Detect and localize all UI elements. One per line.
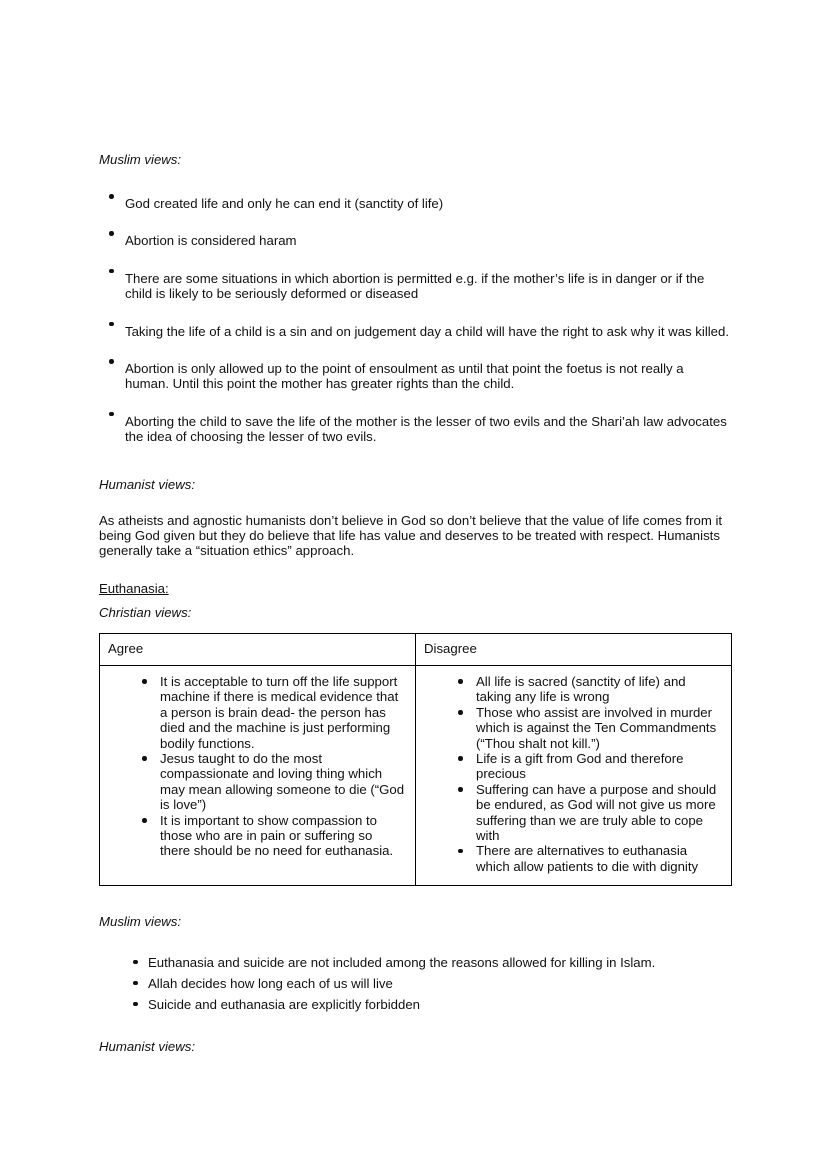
list-item — [99, 196, 730, 211]
bullet-point-icon — [133, 981, 138, 986]
euthanasia-humanist-views-heading: Humanist views: — [99, 1038, 196, 1054]
bullet-point-icon — [109, 194, 114, 199]
list-item-text: Euthanasia and suicide are not included among the reasons allowed for killing in Islam. — [148, 954, 656, 970]
list-item-text: Aborting the child to save the life of the mother is the lesser of two evils and the Shari’ah law advocates the idea of choosing the lesser of two evils. — [125, 413, 727, 445]
euthanasia-muslim-bullet-list — [99, 952, 730, 1015]
table-header-cell-agree — [100, 633, 416, 665]
bullet-point-icon — [109, 359, 114, 364]
euthanasia-christian-views-heading: Christian views: — [99, 604, 192, 620]
euthanasia-humanist-views-heading-wrap — [99, 1039, 730, 1055]
bullet-point-icon — [109, 322, 114, 327]
list-item-text: God created life and only he can end it (sanctity of life) — [125, 196, 444, 211]
spacer — [99, 886, 730, 914]
list-item — [99, 973, 730, 994]
bullet-point-icon — [142, 679, 147, 684]
list-item-text: All life is sacred (sanctity of life) and taking any life is wrong — [476, 673, 686, 705]
list-item-text: Suffering can have a purpose and should be endured, as God will not give us more suffering than we are truly able to cope with — [476, 781, 717, 843]
bullet-point-icon — [109, 269, 114, 274]
bullet-point-icon — [458, 787, 463, 792]
bullet-point-icon — [142, 818, 147, 823]
euthanasia-title-wrap — [99, 581, 730, 597]
euthanasia-section-title: Euthanasia: — [99, 580, 169, 596]
table-cell-agree — [100, 665, 416, 885]
spacer — [99, 559, 730, 581]
bullet-point-icon — [142, 756, 147, 761]
list-item — [99, 414, 730, 445]
list-item-text: It is important to show compassion to those who are in pain or suffering so there should be no need for euthanasia. — [160, 812, 394, 859]
list-item — [100, 813, 409, 859]
list-item-text: Allah decides how long each of us will live — [148, 975, 393, 991]
agree-bullet-list — [100, 674, 409, 859]
column-header-disagree: Disagree — [424, 640, 477, 656]
list-item-text: There are alternatives to euthanasia which allow patients to die with dignity — [476, 843, 699, 874]
abortion-muslim-views-heading: Muslim views: — [99, 152, 182, 167]
table-row — [100, 665, 732, 885]
spacer — [99, 930, 730, 952]
bullet-point-icon — [458, 756, 463, 761]
list-item — [100, 751, 409, 813]
list-item-text: Abortion is considered haram — [125, 233, 297, 249]
bullet-point-icon — [458, 679, 463, 684]
column-header-agree: Agree — [108, 640, 144, 656]
spacer — [99, 467, 730, 477]
list-item — [99, 361, 730, 392]
spacer — [99, 1015, 730, 1039]
abortion-humanist-views-heading-wrap — [99, 477, 730, 493]
abortion-muslim-views-heading-wrap — [99, 152, 730, 168]
christian-views-table — [99, 633, 732, 886]
bullet-point-icon — [458, 710, 463, 715]
list-item-text: Taking the life of a child is a sin and on judgement day a child will have the right to ask why it was killed. — [125, 323, 730, 339]
list-item-text: Those who assist are involved in murder which is against the Ten Commandments (“Thou shalt not kill.”) — [476, 704, 717, 751]
spacer — [99, 621, 730, 633]
bullet-point-icon — [133, 1002, 138, 1007]
table-cell-disagree — [416, 665, 732, 885]
list-item — [99, 952, 730, 973]
list-item-text: Suicide and euthanasia are explicitly forbidden — [148, 996, 420, 1012]
list-item — [99, 324, 730, 339]
document-body — [99, 152, 730, 1055]
spacer — [100, 859, 409, 875]
list-item — [416, 843, 725, 874]
euthanasia-christian-views-heading-wrap — [99, 605, 730, 621]
list-item — [416, 751, 725, 782]
abortion-humanist-paragraph: As atheists and agnostic humanists don’t believe in God so don’t believe that the value of life comes from it being God given but they do believe that life has value and deserves to be treated with respect. Humanists generally take a “situation ethics” approach. — [99, 512, 723, 559]
abortion-muslim-bullet-list — [99, 196, 730, 445]
spacer — [99, 168, 730, 196]
disagree-bullet-list — [416, 674, 725, 874]
euthanasia-muslim-views-heading: Muslim views: — [99, 913, 182, 929]
bullet-point-icon — [133, 960, 138, 965]
list-item — [416, 674, 725, 705]
list-item — [99, 994, 730, 1015]
spacer — [99, 597, 730, 605]
bullet-point-icon — [109, 412, 114, 417]
table-header-row — [100, 633, 732, 665]
list-item-text: Jesus taught to do the most compassionate and loving thing which may mean allowing someone to die (“God is love”) — [160, 750, 405, 813]
agree-cell-body — [100, 666, 415, 885]
list-item — [416, 782, 725, 844]
list-item — [99, 271, 730, 302]
bullet-point-icon — [458, 849, 463, 854]
list-item-text: It is acceptable to turn off the life support machine if there is medical evidence that a person is brain dead- the person has died and the machine is just performing bodily functions. — [160, 673, 399, 751]
list-item-text: Abortion is only allowed up to the point of ensoulment as until that point the foetus is not really a human. Until this point the mother has greater rights than the child. — [125, 361, 684, 392]
spacer — [99, 493, 730, 513]
list-item — [99, 233, 730, 248]
list-item — [416, 705, 725, 751]
euthanasia-muslim-views-heading-wrap — [99, 914, 730, 930]
list-item — [100, 674, 409, 751]
bullet-point-icon — [109, 231, 114, 236]
abortion-humanist-views-heading: Humanist views: — [99, 476, 196, 492]
table-header-cell-disagree — [416, 633, 732, 665]
list-item-text: There are some situations in which abortion is permitted e.g. if the mother’s life is in danger or if the child is likely to be seriously deformed or diseased — [125, 270, 705, 302]
disagree-cell-body — [416, 666, 731, 884]
list-item-text: Life is a gift from God and therefore precious — [476, 750, 684, 782]
